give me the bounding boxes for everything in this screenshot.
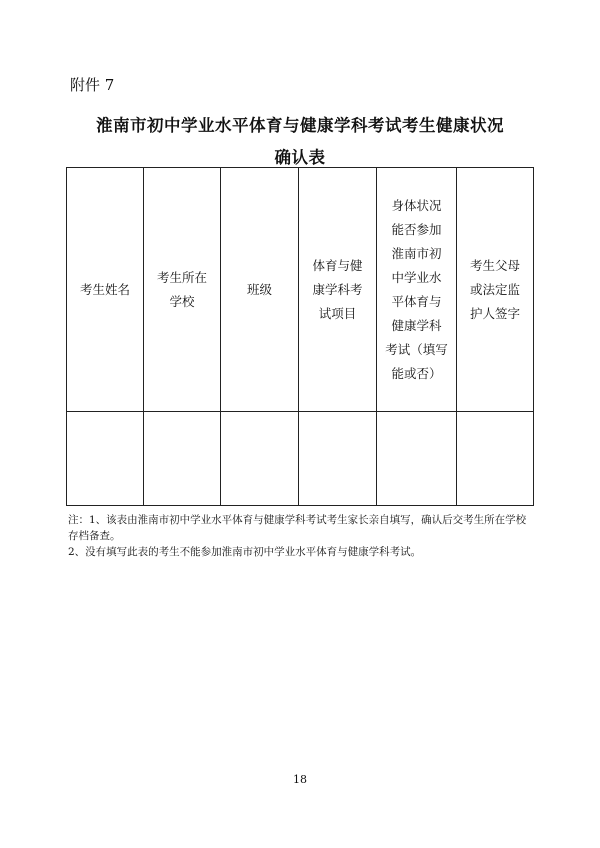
header-class: 班级 [221, 168, 299, 412]
header-student-name: 考生姓名 [67, 168, 144, 412]
header-row [67, 168, 534, 412]
cell-guardian-signature[interactable] [457, 412, 534, 506]
entry-row [67, 412, 534, 506]
cell-student-school[interactable] [144, 412, 221, 506]
document-title: 淮南市初中学业水平体育与健康学科考试考生健康状况 [96, 116, 504, 135]
page-number: 18 [293, 773, 307, 786]
document-title-line2: 确认表 [274, 148, 326, 167]
cell-health-status[interactable] [377, 412, 457, 506]
attachment-label: 附件 7 [70, 76, 115, 94]
health-confirmation-table [66, 167, 534, 506]
header-guardian-signature: 考生父母 或法定监 护人签字 [457, 168, 534, 412]
cell-class[interactable] [221, 412, 299, 506]
cell-student-name[interactable] [67, 412, 144, 506]
header-student-school: 考生所在 学校 [144, 168, 221, 412]
cell-exam-items[interactable] [299, 412, 377, 506]
header-exam-items: 体育与健 康学科考 试项目 [299, 168, 377, 412]
header-health-status: 身体状况 能否参加 淮南市初 中学业水 平体育与 健康学科 考试（填写 能或否） [377, 168, 457, 412]
note-1: 注：1、该表由淮南市初中学业水平体育与健康学科考试考生家长亲自填写，确认后交考生所在学校存档备查。 [68, 514, 527, 542]
notes-section [68, 512, 534, 560]
note-2: 2、没有填写此表的考生不能参加淮南市初中学业水平体育与健康学科考试。 [68, 546, 422, 558]
